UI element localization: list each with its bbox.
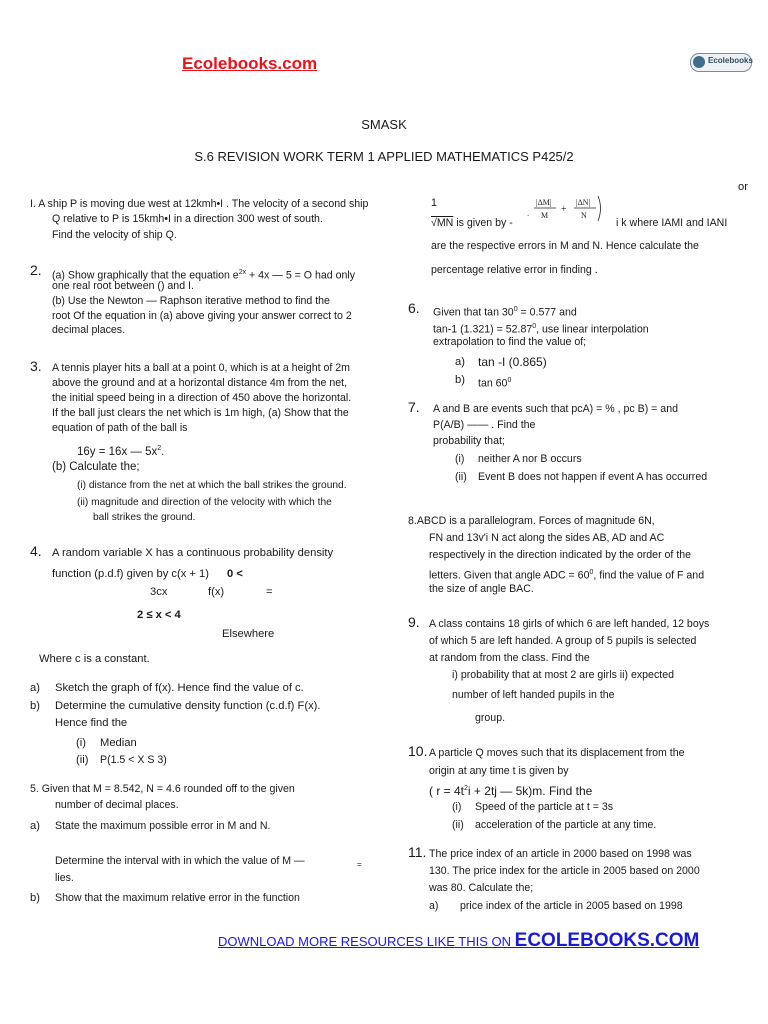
- svg-text:.: .: [527, 209, 530, 218]
- q3-part-ii-cont: ball strikes the ground.: [93, 512, 196, 523]
- q9-line6: group.: [475, 712, 506, 724]
- svg-text:M: M: [541, 211, 549, 220]
- q4-b-cont: Hence find the: [55, 717, 128, 729]
- q4-number: 4.: [30, 543, 42, 559]
- q6-line3: extrapolation to find the value of;: [433, 336, 587, 348]
- svg-text:N: N: [581, 211, 587, 220]
- q6-a-text: tan -I (0.865): [478, 355, 547, 369]
- q11-line2: 130. The price index for the article in 2005 based on 2000: [429, 865, 700, 877]
- svg-text:+: +: [561, 204, 567, 215]
- q11-line1: The price index of an article in 2000 based on 1998 was: [429, 848, 692, 860]
- q2-line4: root Of the equation in (a) above giving your answer correct to 2: [52, 310, 352, 322]
- q5-b-text: Show that the maximum relative error in the function: [55, 892, 300, 904]
- q3-part-ii: (ii) magnitude and direction of the velocity with which the: [77, 497, 332, 508]
- q4-b-text: Determine the cumulative density function (c.d.f) F(x).: [55, 700, 321, 712]
- q2-number: 2.: [30, 262, 42, 278]
- q10-number: 10.: [408, 743, 428, 759]
- q7-line1: A and B are events such that pcA) = % , pc B) = and: [433, 403, 678, 415]
- q5-a-label: a): [30, 820, 40, 832]
- q2-line1: (a) Show graphically that the equation $e^{2x} + 4x$ — 5 = O had only: [52, 269, 356, 282]
- q10-ii-text: acceleration of the particle at any time.: [475, 819, 657, 831]
- q11-number: 11.: [408, 844, 427, 860]
- q4-i-label: (i): [76, 737, 86, 749]
- q5-fraction-one: 1: [431, 197, 437, 209]
- q2-line3: (b) Use the Newton — Raphson iterative method to find the: [52, 295, 330, 307]
- logo-text: Ecolebooks: [708, 56, 753, 65]
- q3-line3: the initial speed being in a direction of 450 above the horizontal.: [52, 392, 352, 404]
- download-text: DOWNLOAD MORE RESOURCES LIKE THIS ON: [218, 934, 515, 949]
- q8-line2: FN and 13v'i N act along the sides AB, AD and AC: [429, 532, 665, 544]
- q4-elsewhere: Elsewhere: [222, 628, 275, 640]
- q7-i-text: neither A nor B occurs: [478, 453, 582, 465]
- ecolebooks-logo: [690, 53, 752, 72]
- q8-line3: respectively in the direction indicated by the order of the: [429, 549, 692, 561]
- q2-line2: one real root between () and I.: [52, 280, 194, 292]
- q5-formula-tail: i k where IAMI and IANI: [616, 217, 728, 229]
- q3-part-b: (b) Calculate the;: [52, 461, 140, 473]
- q5-b-label: b): [30, 892, 40, 904]
- q1-line2: Q relative to P is 15kmh•I in a direction 300 west of south.: [52, 213, 323, 225]
- logo-mark-icon: [693, 56, 705, 68]
- q4-a-label: a): [30, 682, 40, 694]
- q5-a-text: State the maximum possible error in M and N.: [55, 820, 271, 832]
- q3-line1: A tennis player hits a ball at a point 0, which is at a height of 2m: [52, 362, 350, 374]
- q10-line3: ( $r = 4t^2i + 2tj$ — 5k)m. Find the: [429, 784, 593, 798]
- q5-interval-lies: lies.: [55, 872, 74, 884]
- q8-line5: the size of angle BAC.: [429, 583, 534, 595]
- q10-line1: A particle Q moves such that its displacement from the: [429, 747, 685, 759]
- q6-line1: Given that $\tan 30^0 = 0.577$ and: [433, 306, 577, 319]
- q5-interval-text: Determine the interval with in which the value of M —: [55, 855, 305, 867]
- q4-a-text: Sketch the graph of f(x). Hence find the value of c.: [55, 682, 304, 694]
- q9-number: 9.: [408, 614, 420, 630]
- q5-line1: 5. Given that M = 8.542, N = 4.6 rounded off to the given: [30, 783, 295, 795]
- q10-i-label: (i): [452, 801, 462, 813]
- q4-b-label: b): [30, 700, 40, 712]
- q4-piece-3cx: 3cx: [150, 586, 168, 598]
- q1-line3: Find the velocity of ship Q.: [52, 229, 177, 241]
- q7-ii-label: (ii): [455, 471, 467, 483]
- q7-number: 7.: [408, 399, 420, 415]
- svg-text:|ΔN|: |ΔN|: [576, 198, 591, 207]
- q3-line2: above the ground and at a horizontal distance 4m from the net,: [52, 377, 348, 389]
- q3-number: 3.: [30, 358, 42, 374]
- q9-line5: number of left handed pupils in the: [452, 689, 615, 701]
- q11-a-text: price index of the article in 2005 based on 1998: [460, 900, 683, 912]
- q3-part-i: (i) distance from the net at which the ball strikes the ground.: [77, 480, 347, 491]
- q10-ii-label: (ii): [452, 819, 464, 831]
- page-title: S.6 REVISION WORK TERM 1 APPLIED MATHEMATICS P425/2: [194, 149, 574, 164]
- q7-line2: P(A/B) —— . Find the: [433, 419, 536, 431]
- q11-line3: was 80. Calculate the;: [429, 882, 534, 894]
- q4-interval-1: 0 <: [227, 568, 243, 580]
- q7-ii-text: Event B does not happen if event A has occurred: [478, 471, 708, 483]
- school-name: SMASK: [361, 117, 407, 132]
- q10-line2: origin at any time t is given by: [429, 765, 569, 777]
- q1-line1: I. A ship P is moving due west at 12kmh•I . The velocity of a second ship: [30, 198, 369, 210]
- q5-percentage: percentage relative error in finding .: [431, 264, 598, 276]
- q7-line3: probability that;: [433, 435, 505, 447]
- q11-a-label: a): [429, 900, 439, 912]
- q5-interval-symbol: =: [357, 860, 362, 869]
- q9-line4: i) probability that at most 2 are girls ii) expected: [452, 669, 674, 681]
- q4-constant-note: Where c is a constant.: [39, 653, 150, 665]
- q3-line5: equation of path of the ball is: [52, 422, 188, 434]
- download-link[interactable]: [218, 930, 699, 952]
- q4-i-text: Median: [100, 737, 137, 749]
- relative-error-formula-image: [528, 194, 603, 224]
- q4-interval-2: 2 ≤ x < 4: [137, 609, 181, 621]
- svg-text:|ΔM|: |ΔM|: [536, 198, 552, 207]
- q3-equation: 16y = 16x — $5x^2$.: [77, 445, 165, 458]
- q6-b-label: b): [455, 374, 465, 386]
- q3-line4: If the ball just clears the net which is 1m high, (a) Show that the: [52, 407, 349, 419]
- download-brand: ECOLEBOOKS.COM: [514, 930, 700, 951]
- q4-ii-label: (ii): [76, 754, 89, 766]
- q4-fx: f(x): [208, 586, 225, 598]
- q10-i-text: Speed of the particle at t = 3s: [475, 801, 614, 813]
- q7-i-label: (i): [455, 453, 465, 465]
- q8-line4: letters. Given that angle ADC = $60^0$, find the value of F and: [429, 569, 705, 582]
- q5-formula-line: √MN is given by -: [431, 217, 513, 229]
- q9-line2: of which 5 are left handed. A group of 5 pupils is selected: [429, 635, 697, 647]
- q4-equals: =: [266, 586, 273, 598]
- brand-link[interactable]: Ecolebooks.com: [182, 54, 318, 73]
- q2-line5: decimal places.: [52, 324, 126, 336]
- q6-line2: tan-1 $(1.321) = 52.87^0$, use linear interpolation: [433, 323, 649, 336]
- q6-a-label: a): [455, 356, 465, 368]
- q5-errors-note: are the respective errors in M and N. Hence calculate the: [431, 240, 699, 252]
- q8-line1: 8.ABCD is a parallelogram. Forces of magnitude 6N,: [408, 515, 655, 527]
- q5-line2: number of decimal places.: [55, 799, 179, 811]
- q6-number: 6.: [408, 300, 420, 316]
- q9-line1: A class contains 18 girls of which 6 are left handed, 12 boys: [429, 618, 710, 630]
- q4-line2: function (p.d.f) given by c(x + 1): [52, 568, 210, 580]
- q6-b-text: $\tan 60^0$: [478, 377, 512, 390]
- q9-line3: at random from the class. Find the: [429, 652, 590, 664]
- q4-line1: A random variable X has a continuous probability density: [52, 547, 334, 559]
- q4-ii-text: P(1.5 < X S 3): [100, 754, 167, 766]
- q5-or: or: [738, 181, 748, 193]
